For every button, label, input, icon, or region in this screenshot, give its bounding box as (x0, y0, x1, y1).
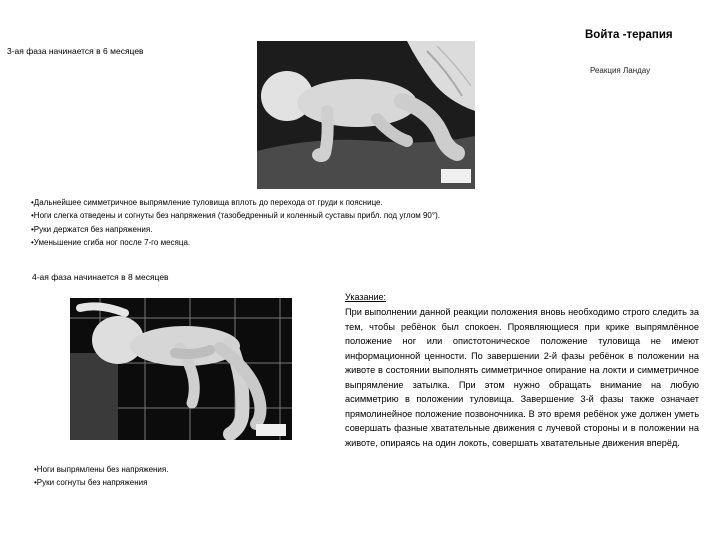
list-item: •Дальнейшее симметричное выпрямление туловища вплоть до перехода от груди к пояснице. (31, 198, 383, 207)
photo-phase4-infant (70, 298, 292, 440)
phase4-bullets (34, 463, 168, 490)
note-text: При выполнении данной реакции положения вновь необходимо строго следить за тем, чтобы ребёнок был спокоен. Проявляющиеся при крике выпрямлённое положение ног или опистотоническое положение туловища не имеют информационной ценности. По завершении 2-й фазы ребёнок в положении на животе в состоянии выполнять симметричное опирание на локти и симметричное выпрямление затылка. При этом нужно обращать внимание на любую асимметрию в положении туловища. Завершение 3-й фазы также означает прямолинейное положение позвоночника. В это время ребёнок уже должен уметь совершать фазные хватательные движения с лучевой стороны и в положении на животе, опираясь на один локоть, совершать хватательные движения вперёд. (345, 307, 699, 448)
photo-phase3-infant (257, 41, 475, 189)
slide-subtitle: Реакция Ландау (590, 66, 651, 75)
phase3-heading: 3-ая фаза начинается в 6 месяцев (7, 46, 144, 56)
note-heading: Указание: (345, 292, 386, 302)
list-item: •Уменьшение сгиба ног после 7-го месяца. (31, 238, 191, 248)
phase3-bullets (31, 196, 440, 250)
list-item: •Ноги слегка отведены и согнуты без напряжения (тазобедренный и коленный суставы прибл. под углом 90°). (31, 211, 440, 221)
phase4-heading: 4-ая фаза начинается в 8 месяцев (32, 272, 169, 282)
list-item: •Руки держатся без напряжения. (31, 224, 153, 234)
list-item: •Ноги выпрямлены без напряжения. (34, 465, 169, 474)
slide-title: Войта -терапия (585, 29, 673, 41)
list-item: •Руки согнуты без напряжения (34, 478, 148, 488)
